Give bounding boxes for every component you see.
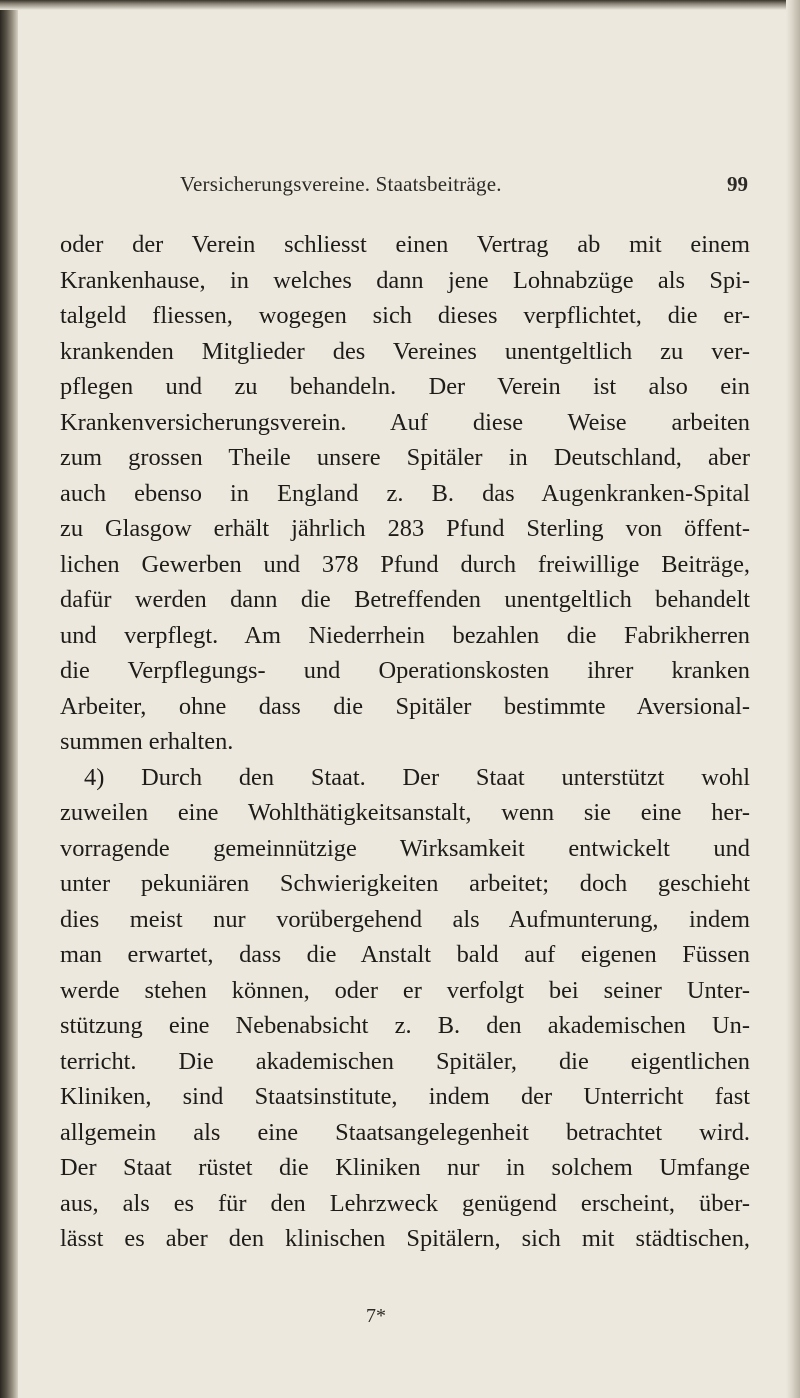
text-line: unter pekuniären Schwierigkeiten arbeitet; doch geschieht — [60, 870, 750, 897]
running-head — [60, 168, 750, 208]
text-line: und verpflegt. Am Niederrhein bezahlen die Fabrikherren — [60, 621, 750, 649]
text-line: talgeld fliessen, wogegen sich dieses verpflichtet, die er- — [60, 302, 750, 329]
section-heading-line: 4) Durch den Staat. Der Staat unterstützt wohl — [84, 763, 750, 791]
text-line: Arbeiter, ohne dass die Spitäler bestimmte Aversional- — [60, 692, 750, 720]
text-line: krankenden Mitglieder des Vereines unentgeltlich zu ver- — [60, 337, 750, 365]
text-line: Krankenhause, in welches dann jene Lohnabzüge als Spi- — [60, 266, 750, 294]
text-line: dafür werden dann die Betreffenden unentgeltlich behandelt — [60, 586, 750, 613]
text-line: terricht. Die akademischen Spitäler, die eigentlichen — [60, 1047, 750, 1075]
text-line: Der Staat rüstet die Kliniken nur in solchem Umfange — [60, 1154, 750, 1181]
text-line: lässt es aber den klinischen Spitälern, sich mit städtischen, — [60, 1225, 750, 1252]
text-line: zu Glasgow erhält jährlich 283 Pfund Sterling von öffent- — [60, 515, 750, 542]
book-spine-edge — [0, 0, 18, 1398]
signature-mark: 7* — [366, 1305, 386, 1327]
text-line: vorragende gemeinnützige Wirksamkeit entwickelt und — [60, 834, 750, 862]
text-line: oder der Verein schliesst einen Vertrag ab mit einem — [60, 231, 750, 258]
text-line: zum grossen Theile unsere Spitäler in Deutschland, aber — [60, 444, 750, 471]
running-title: Versicherungsvereine. Staatsbeiträge. — [180, 172, 502, 196]
text-line: Krankenversicherungsverein. Auf diese Weise arbeiten — [60, 408, 750, 436]
text-line: zuweilen eine Wohlthätigkeitsanstalt, wenn sie eine her- — [60, 799, 750, 826]
page-right-edge — [786, 0, 800, 1398]
text-line: Kliniken, sind Staatsinstitute, indem der Unterricht fast — [60, 1083, 750, 1110]
text-line: man erwartet, dass die Anstalt bald auf eigenen Füssen — [60, 941, 750, 968]
text-line: dies meist nur vorübergehend als Aufmunterung, indem — [60, 905, 750, 933]
text-line: summen erhalten. — [60, 728, 234, 755]
text-line: auch ebenso in England z. B. das Augenkranken-Spital — [60, 479, 750, 507]
text-line: aus, als es für den Lehrzweck genügend erscheint, über- — [60, 1189, 750, 1217]
text-line: die Verpflegungs- und Operationskosten ihrer kranken — [60, 657, 750, 684]
text-line: lichen Gewerben und 378 Pfund durch freiwillige Beiträge, — [60, 550, 750, 578]
text-line: stützung eine Nebenabsicht z. B. den akademischen Un- — [60, 1012, 750, 1039]
body-text — [60, 227, 750, 1257]
page-number: 99 — [727, 172, 748, 196]
text-line: pflegen und zu behandeln. Der Verein ist also ein — [60, 373, 750, 400]
page-top-edge — [0, 0, 800, 10]
text-line: werde stehen können, oder er verfolgt bei seiner Unter- — [60, 976, 750, 1004]
text-line: allgemein als eine Staatsangelegenheit betrachtet wird. — [60, 1118, 750, 1146]
